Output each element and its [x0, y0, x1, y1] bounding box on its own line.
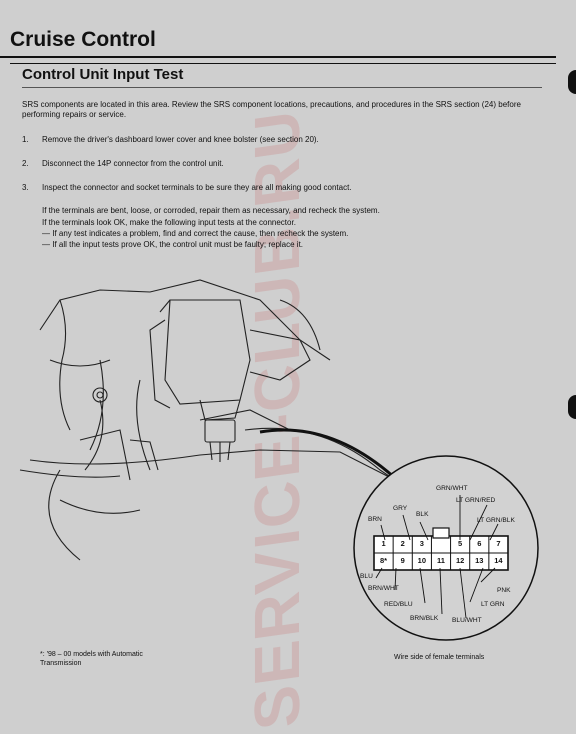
terminal-6: 6 [477, 539, 482, 548]
wire-label-blk: BLK [416, 511, 429, 518]
srs-warning: SRS components are located in this area. Review the SRS component locations, precautions, and procedures in the SRS section (24) before performing repairs or service. [22, 100, 521, 119]
step-text: Inspect the connector and socket terminals to be sure they are all making good contact. [42, 183, 352, 192]
terminal-12: 12 [455, 556, 465, 565]
footnote: *: '98 – 00 models with Automatic Transmission [40, 651, 143, 667]
terminal-11: 11 [437, 556, 445, 565]
figure-caption: Wire side of female terminals [394, 654, 485, 661]
wire-label-lt-grn: LT GRN [481, 601, 505, 608]
wire-label-grn-wht: GRN/WHT [436, 485, 468, 492]
step-number: 2. [22, 159, 29, 168]
terminal-10: 10 [417, 556, 427, 565]
wire-label-brn-wht: BRN/WHT [368, 585, 399, 592]
terminal-1: 1 [381, 539, 386, 548]
step-3-detail: If the terminals are bent, loose, or corroded, repair them as necessary, and recheck the system. [42, 206, 380, 215]
callout-line [260, 430, 395, 478]
terminal-8: 8* [380, 556, 388, 565]
wire-label-lt-grn-red: LT GRN/RED [456, 497, 496, 504]
step-3-detail: If the terminals look OK, make the following input tests at the connector. [42, 218, 296, 227]
wire-label-gry: GRY [393, 505, 408, 512]
watermark: SERVICE-CLUB.RU [241, 104, 313, 734]
wire-label-brn-blk: BRN/BLK [410, 615, 439, 622]
step-number: 3. [22, 183, 29, 192]
wire-label-lt-grn-blk: LT GRN/BLK [477, 517, 515, 524]
terminal-13: 13 [475, 556, 484, 565]
terminal-9: 9 [400, 556, 405, 565]
step-text: Disconnect the 14P connector from the control unit. [42, 159, 224, 168]
terminal-2: 2 [400, 539, 405, 548]
terminal-14: 14 [494, 556, 503, 565]
step-text: Remove the driver's dashboard lower cover and knee bolster (see section 20). [42, 135, 319, 144]
step-3-detail: — If all the input tests prove OK, the control unit must be faulty; replace it. [42, 240, 304, 249]
page-title: Cruise Control [10, 28, 156, 51]
step-3-detail: — If any test indicates a problem, find and correct the cause, then recheck the system. [42, 229, 349, 238]
terminal-3: 3 [419, 539, 424, 548]
terminal-5: 5 [458, 539, 463, 548]
terminal-7: 7 [496, 539, 501, 548]
wire-label-red-blu: RED/BLU [384, 601, 413, 608]
step-number: 1. [22, 135, 29, 144]
wire-label-pnk: PNK [497, 587, 511, 594]
wire-label-brn: BRN [368, 516, 382, 523]
wire-label-blu: BLU [360, 573, 373, 580]
dashboard-drawing [20, 280, 395, 560]
wire-label-blu-wht: BLU/WHT [452, 617, 482, 624]
section-title: Control Unit Input Test [22, 66, 184, 83]
